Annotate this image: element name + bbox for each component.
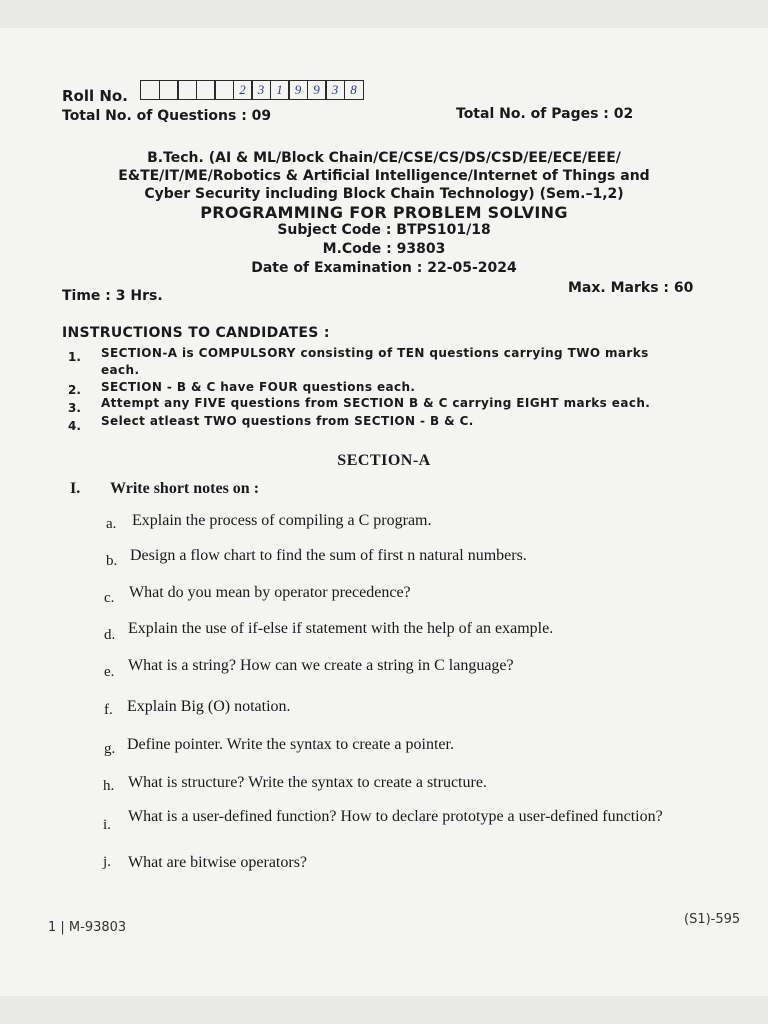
total-questions: Total No. of Questions : 09 xyxy=(62,108,272,124)
instruction-text: SECTION - B & C have FOUR questions each. xyxy=(101,380,416,394)
roll-digit-box: 2 xyxy=(233,80,253,100)
roll-digit-box xyxy=(196,80,216,100)
sub-question-letter: e. xyxy=(104,664,115,680)
page-footer-left: 1 | M-93803 xyxy=(48,920,127,935)
sub-question-letter: j. xyxy=(103,854,111,870)
sub-question-text: Explain Big (O) notation. xyxy=(127,698,291,715)
roll-digit-box: 1 xyxy=(270,80,290,100)
sub-question-text: Explain the use of if-else if statement with the help of an example. xyxy=(128,620,554,637)
instruction-number: 1. xyxy=(68,350,81,364)
sub-question-text: Design a flow chart to find the sum of first n natural numbers. xyxy=(130,547,527,564)
roll-digit-box: 9 xyxy=(288,80,308,100)
course-line-3: Cyber Security including Block Chain Technology) (Sem.–1,2) xyxy=(144,186,624,202)
sub-question-text: What is a string? How can we create a string in C language? xyxy=(128,657,514,674)
sub-question-letter: c. xyxy=(104,590,115,606)
course-line-1: B.Tech. (AI & ML/Block Chain/CE/CSE/CS/DS/CSD/EE/ECE/EEE/ xyxy=(147,150,621,166)
sub-question-text: Explain the process of compiling a C program. xyxy=(132,512,432,529)
sub-question-text: What is a user-defined function? How to declare prototype a user-defined function? xyxy=(128,808,663,825)
roll-digit-box: 3 xyxy=(251,80,271,100)
question-number: I. xyxy=(70,480,81,497)
sub-question-letter: i. xyxy=(103,817,111,833)
section-a-title: SECTION-A xyxy=(337,452,431,469)
page-footer-right: (S1)-595 xyxy=(684,912,741,927)
roll-digit-box xyxy=(140,80,160,100)
sub-question-letter: d. xyxy=(104,627,116,643)
roll-digit-box: 3 xyxy=(325,80,345,100)
roll-digit-box xyxy=(214,80,234,100)
roll-digit-box: 9 xyxy=(307,80,327,100)
subject-code: Subject Code : BTPS101/18 xyxy=(277,222,491,238)
sub-question-letter: g. xyxy=(104,741,116,757)
instruction-text-continued: each. xyxy=(101,363,140,377)
exam-duration: Time : 3 Hrs. xyxy=(62,288,163,304)
instructions-title: INSTRUCTIONS TO CANDIDATES : xyxy=(62,325,330,341)
sub-question-letter: f. xyxy=(104,702,113,718)
instruction-text: Select atleast TWO questions from SECTION - B & C. xyxy=(101,414,474,428)
question-title: Write short notes on : xyxy=(110,480,260,497)
total-pages: Total No. of Pages : 02 xyxy=(456,106,634,122)
roll-number-boxes xyxy=(140,80,362,100)
instruction-text: SECTION-A is COMPULSORY consisting of TEN questions carrying TWO marks xyxy=(101,346,649,360)
exam-date: Date of Examination : 22-05-2024 xyxy=(251,260,517,276)
m-code: M.Code : 93803 xyxy=(322,241,446,257)
roll-number-label: Roll No. xyxy=(62,87,128,105)
max-marks: Max. Marks : 60 xyxy=(568,280,694,296)
instruction-number: 2. xyxy=(68,383,81,397)
sub-question-text: What are bitwise operators? xyxy=(128,854,308,871)
sub-question-letter: a. xyxy=(106,516,117,532)
instruction-text: Attempt any FIVE questions from SECTION B & C carrying EIGHT marks each. xyxy=(101,396,651,410)
course-line-2: E&TE/IT/ME/Robotics & Artificial Intelligence/Internet of Things and xyxy=(118,168,650,184)
course-title: PROGRAMMING FOR PROBLEM SOLVING xyxy=(200,203,568,222)
instruction-number: 3. xyxy=(68,401,81,415)
sub-question-letter: b. xyxy=(106,553,118,569)
sub-question-text: Define pointer. Write the syntax to create a pointer. xyxy=(127,736,454,753)
roll-digit-box xyxy=(159,80,179,100)
sub-question-text: What do you mean by operator precedence? xyxy=(129,584,411,601)
instruction-number: 4. xyxy=(68,419,81,433)
sub-question-text: What is structure? Write the syntax to create a structure. xyxy=(128,774,487,791)
roll-digit-box: 8 xyxy=(344,80,364,100)
sub-question-letter: h. xyxy=(103,778,115,794)
roll-digit-box xyxy=(177,80,197,100)
